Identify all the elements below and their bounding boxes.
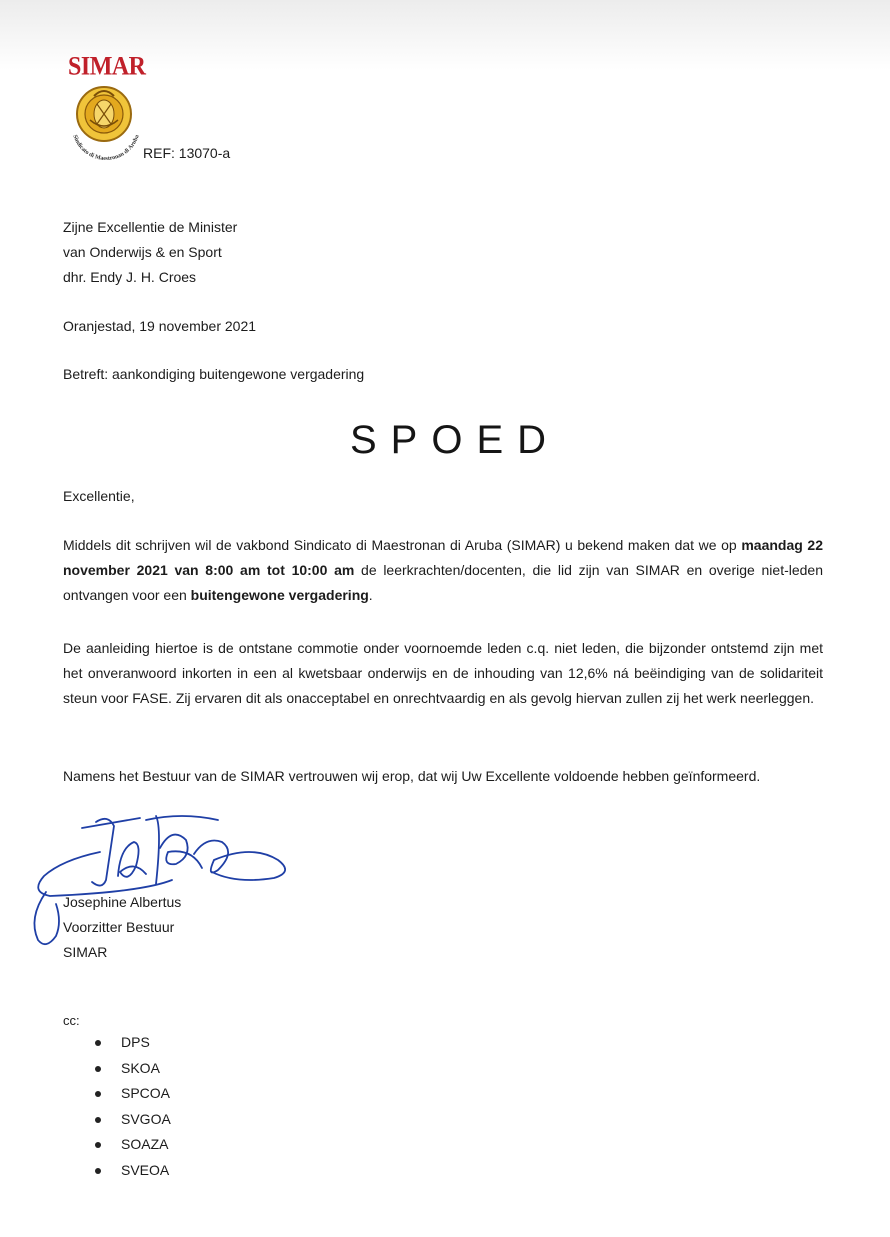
signer-name: Josephine Albertus	[63, 894, 182, 910]
addressee-line: dhr. Endy J. H. Croes	[63, 269, 197, 285]
paragraph1-text: .	[368, 587, 373, 603]
paragraph-closing: Namens het Bestuur van de SIMAR vertrouwen wij erop, dat wij Uw Excellente voldoende hebben geïnformeerd.	[63, 768, 761, 784]
cc-item: DPS	[95, 1030, 171, 1056]
paragraph-reason: De aanleiding hiertoe is de ontstane commotie onder voornoemde leden c.q. niet leden, die bijzonder ontstemd zijn met het onveranwoord inkorten in een al kwetsbaar onderwijs en de inhouding van 12,6% ná beëindiging van de solidariteit steun voor FASE. Zij ervaren dit als onacceptabel en onrechtvaardig en als gevolg hiervan zullen zij het werk neerleggen.	[63, 640, 823, 706]
simar-logo	[64, 54, 148, 164]
cc-item: SVEOA	[95, 1158, 171, 1184]
paragraph1-text: Middels dit schrijven wil de vakbond Sindicato di Maestronan di Aruba (SIMAR) u bekend maken dat we op	[63, 537, 742, 553]
signer-block	[63, 890, 181, 965]
addressee-line: Zijne Excellentie de Minister	[63, 219, 238, 235]
cc-item: SPCOA	[95, 1081, 171, 1107]
salutation: Excellentie,	[63, 488, 135, 504]
place-date: Oranjestad, 19 november 2021	[63, 318, 257, 334]
cc-list	[95, 1030, 171, 1184]
cc-label: cc:	[63, 1013, 80, 1028]
subject-line: Betreft: aankondiging buitengewone vergadering	[63, 366, 365, 382]
signer-org: SIMAR	[63, 944, 108, 960]
addressee-line: van Onderwijs & en Sport	[63, 244, 222, 260]
cc-item: SOAZA	[95, 1132, 171, 1158]
logo-seal-icon	[64, 80, 148, 164]
paragraph-announcement	[63, 533, 823, 608]
meeting-datetime: maandag 22 november 2021 van 8:00 am tot 10:00 am	[63, 537, 823, 578]
urgent-heading: SPOED	[349, 418, 561, 462]
signer-role: Voorzitter Bestuur	[63, 919, 175, 935]
logo-wordmark: SIMAR	[68, 52, 146, 82]
addressee-block	[63, 215, 237, 290]
cc-item: SVGOA	[95, 1107, 171, 1133]
paragraph1-text: de leerkrachten/docenten, die lid zijn van SIMAR en overige niet-leden ontvangen voor een	[63, 562, 824, 603]
svg-text:Sindicato di Maestronan di Aru: Sindicato di Maestronan di Aruba	[71, 134, 141, 163]
meeting-type: buitengewone vergadering	[190, 587, 369, 603]
reference-number: REF: 13070-a	[143, 145, 231, 161]
cc-item: SKOA	[95, 1056, 171, 1082]
